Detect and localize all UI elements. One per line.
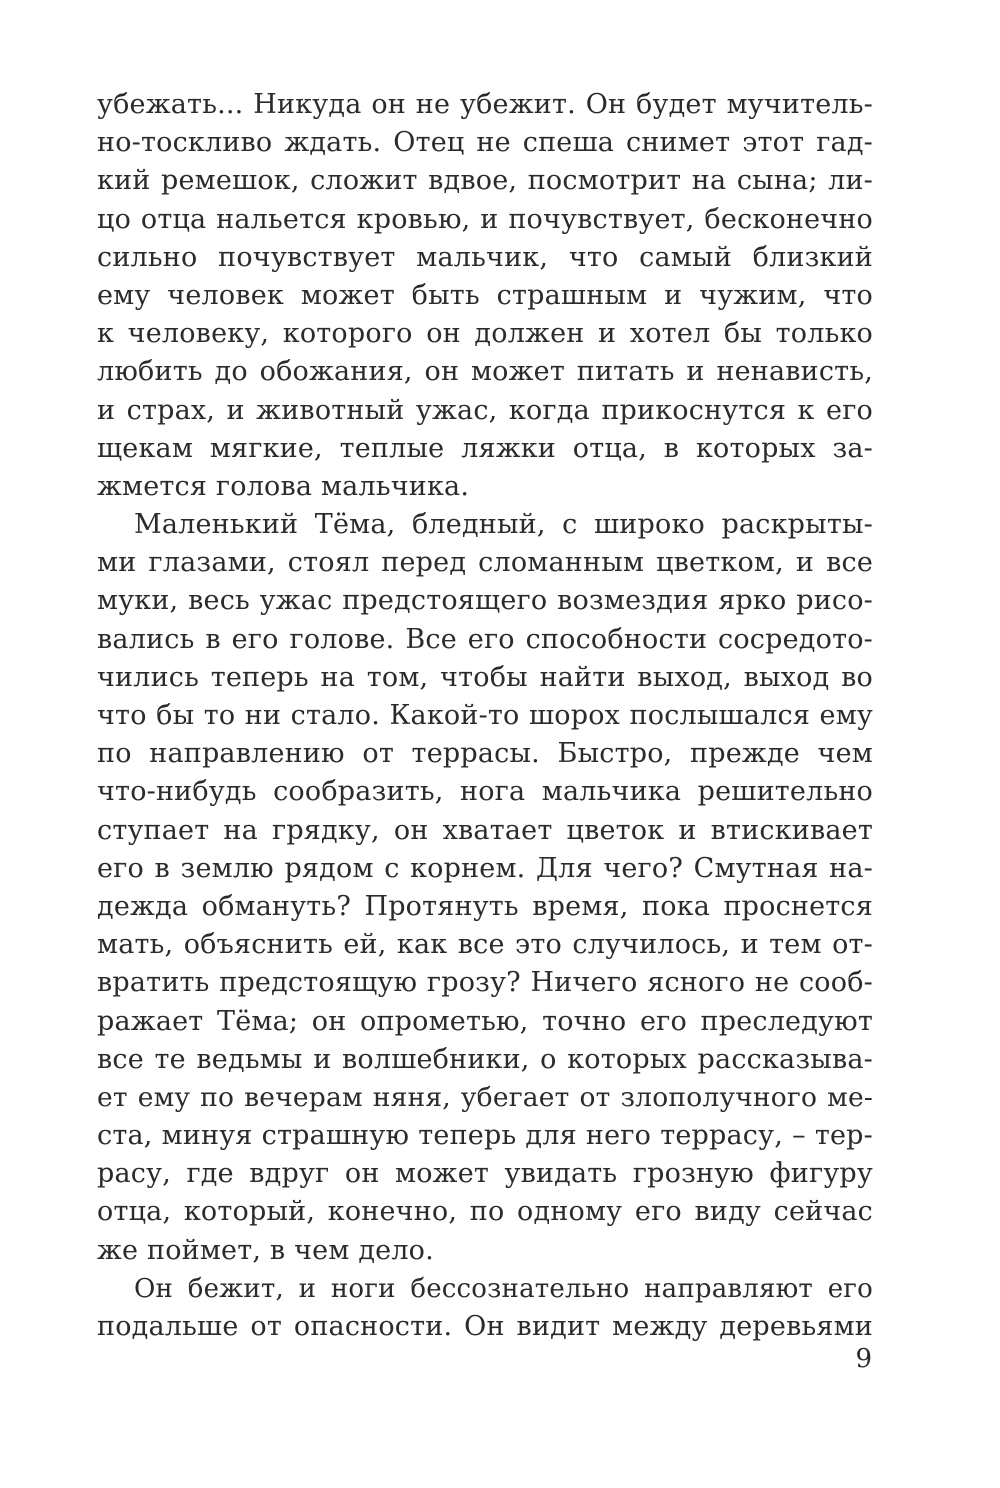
text-line: что-нибудь сообразить, нога мальчика решительно — [97, 776, 873, 808]
text-line: убежать... Никуда он не убежит. Он будет мучитель- — [97, 89, 873, 120]
text-line: любить до обожания, он может питать и ненависть, — [97, 356, 873, 388]
text-line: чились теперь на том, чтобы найти выход, выход во — [97, 661, 873, 693]
text-line: ет ему по вечерам няня, убегает от злополучного ме- — [97, 1081, 873, 1113]
text-line: и страх, и животный ужас, когда прикоснутся к его — [97, 394, 873, 426]
text-line: его в землю рядом с корнем. Для чего? Смутная на- — [97, 852, 873, 884]
body-text — [97, 86, 873, 1346]
text-line: что бы то ни стало. Какой-то шорох послышался ему — [97, 700, 873, 731]
text-line: к человеку, которого он должен и хотел бы только — [97, 318, 873, 350]
text-line: муки, весь ужас предстоящего возмездия ярко рисо- — [97, 585, 873, 617]
text-line: ми глазами, стоял перед сломанным цветком, и все — [97, 547, 873, 579]
text-line: жмется голова мальчика. — [97, 470, 470, 502]
text-line: кий ремешок, сложит вдвое, посмотрит на сына; ли- — [97, 165, 873, 197]
text-line: щекам мягкие, теплые ляжки отца, в которых за- — [97, 432, 873, 464]
text-line: отца, который, конечно, по одному его виду сейчас — [97, 1196, 873, 1228]
paragraph-3 — [97, 1270, 873, 1346]
text-line: но-тоскливо ждать. Отец не спеша снимет этот гад- — [97, 127, 873, 159]
text-line: ступает на грядку, он хватает цветок и втискивает — [97, 814, 873, 846]
text-line: ражает Тёма; он опрометью, точно его преследуют — [97, 1005, 873, 1037]
text-line: Маленький Тёма, бледный, с широко раскрыты- — [134, 509, 873, 541]
text-line: вались в его голове. Все его способности сосредото- — [97, 623, 873, 655]
text-line: мать, объяснить ей, как все это случилось, и тем от- — [97, 929, 873, 961]
paragraph-2 — [97, 506, 873, 1270]
page-number: 9 — [855, 1344, 872, 1374]
text-line: все те ведьмы и волшебники, о которых рассказыва- — [97, 1043, 873, 1075]
text-line: ста, минуя страшную теперь для него террасу, – тер- — [97, 1120, 873, 1152]
text-line: дежда обмануть? Протянуть время, пока проснется — [97, 890, 873, 922]
text-line: Он бежит, и ноги бессознательно направляют его — [134, 1273, 873, 1304]
text-line: сильно почувствует мальчик, что самый близкий — [97, 241, 873, 273]
text-line: же поймет, в чем дело. — [97, 1234, 434, 1266]
text-line: подальше от опасности. Он видит между деревьями — [97, 1311, 873, 1342]
text-line: вратить предстоящую грозу? Ничего ясного не сооб- — [97, 967, 873, 999]
paragraph-1 — [97, 86, 873, 506]
text-line: по направлению от террасы. Быстро, прежде чем — [97, 738, 873, 770]
text-line: ему человек может быть страшным и чужим, что — [97, 279, 873, 311]
text-line: расу, где вдруг он может увидать грозную фигуру — [97, 1158, 873, 1190]
text-line: цо отца нальется кровью, и почувствует, бесконечно — [97, 203, 873, 235]
